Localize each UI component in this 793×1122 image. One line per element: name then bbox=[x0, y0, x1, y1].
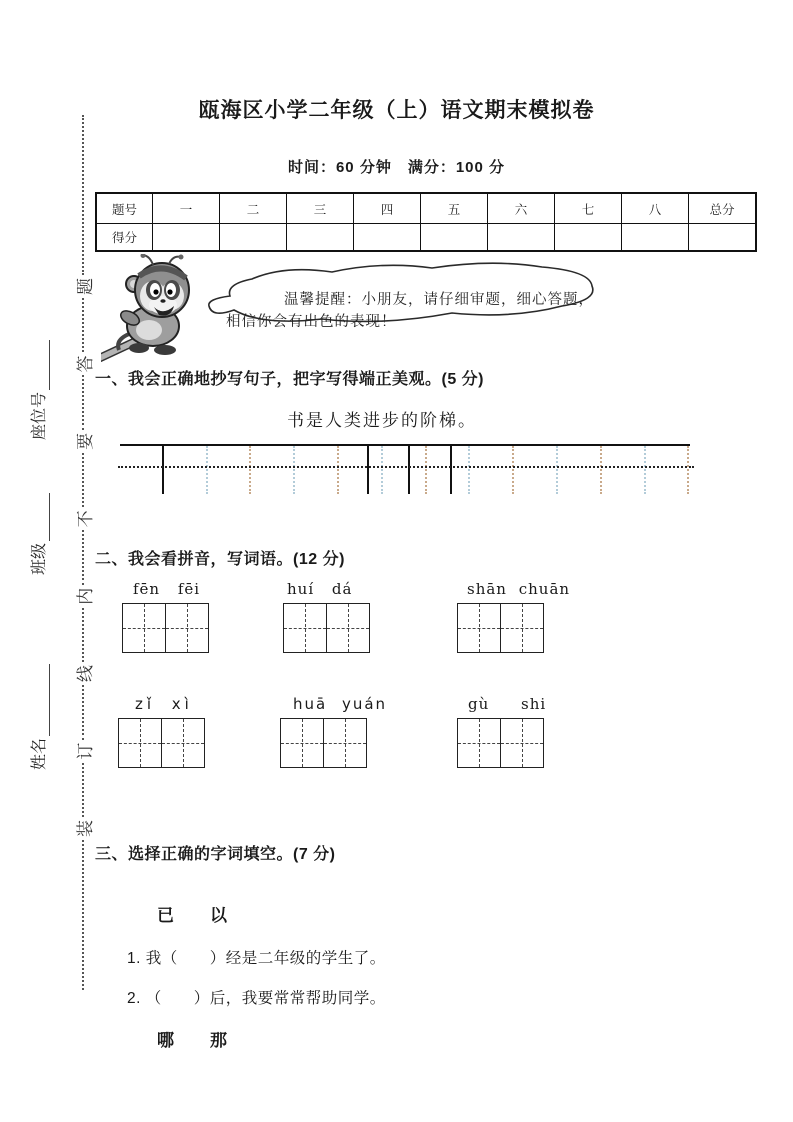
question-number-cell: 总分 bbox=[689, 193, 757, 224]
name-label: 姓名 bbox=[31, 737, 48, 770]
binding-char: 要 bbox=[75, 432, 95, 450]
pinyin-word-group bbox=[122, 580, 209, 657]
question-number-cell: 七 bbox=[555, 193, 622, 224]
word-choice-pair-2 bbox=[157, 1026, 227, 1051]
binding-char: 不 bbox=[75, 510, 95, 528]
score-label-cell: 得分 bbox=[96, 224, 153, 252]
pinyin-label: zǐ xì bbox=[135, 695, 193, 713]
question-number-cell: 三 bbox=[287, 193, 354, 224]
question-number-cell: 一 bbox=[153, 193, 220, 224]
seat-number-field bbox=[30, 340, 50, 440]
reminder-text-line2: 相信你会有出色的表现！ bbox=[226, 314, 397, 330]
tianzige-box bbox=[457, 603, 544, 653]
question-1: 1. 我（ ）经是二年级的学生了。 bbox=[127, 950, 386, 967]
question-number-cell: 二 bbox=[220, 193, 287, 224]
question-2: 2. （ ）后，我要常常帮助同学。 bbox=[127, 990, 386, 1007]
pinyin-label: huā yuán bbox=[293, 695, 388, 713]
score-blank-cell bbox=[555, 224, 622, 252]
section-three-heading: 三、选择正确的字词填空。(7 分) bbox=[95, 846, 336, 863]
word-choice-pair-1 bbox=[157, 901, 227, 926]
question-number-cell: 八 bbox=[622, 193, 689, 224]
binding-char: 答 bbox=[75, 355, 95, 373]
score-blank-cell bbox=[622, 224, 689, 252]
pinyin-word-group bbox=[457, 695, 546, 772]
writing-strip-guidelines bbox=[120, 446, 690, 494]
copy-sentence: 书是人类进步的阶梯。 bbox=[287, 411, 477, 431]
pinyin-label: fēn fēi bbox=[133, 580, 201, 598]
writing-strip bbox=[120, 444, 690, 494]
section-one-heading: 一、我会正确地抄写句子，把字写得端正美观。(5 分) bbox=[95, 371, 485, 388]
score-table bbox=[95, 192, 757, 252]
pinyin-label: gù shi bbox=[468, 695, 547, 713]
binding-char: 线 bbox=[75, 665, 95, 683]
score-blank-cell bbox=[488, 224, 555, 252]
page-title: 瓯海区小学二年级（上）语文期末模拟卷 bbox=[198, 99, 595, 122]
pinyin-label: huí dá bbox=[287, 580, 353, 598]
score-table-score-row bbox=[96, 224, 756, 252]
pinyin-word-group bbox=[457, 580, 570, 657]
question-number-cell: 五 bbox=[421, 193, 488, 224]
pinyin-word-group bbox=[280, 695, 387, 772]
score-blank-cell bbox=[287, 224, 354, 252]
binding-char: 订 bbox=[75, 742, 95, 760]
pinyin-word-group bbox=[283, 580, 370, 657]
tianzige-box bbox=[122, 603, 209, 653]
choice-word: 哪 bbox=[157, 1031, 174, 1050]
class-field bbox=[30, 493, 50, 575]
class-label: 班级 bbox=[31, 542, 48, 575]
question-number-cell: 六 bbox=[488, 193, 555, 224]
choice-word: 那 bbox=[210, 1031, 227, 1050]
choice-word: 以 bbox=[210, 906, 227, 925]
exam-meta: 时间：60 分钟 满分：100 分 bbox=[287, 159, 506, 176]
tianzige-box bbox=[283, 603, 370, 653]
class-blank bbox=[33, 493, 50, 541]
speech-bubble bbox=[200, 256, 610, 346]
score-blank-cell bbox=[153, 224, 220, 252]
binding-char: 内 bbox=[75, 587, 95, 605]
score-blank-cell bbox=[689, 224, 757, 252]
section-two-heading: 二、我会看拼音，写词语。(12 分) bbox=[95, 551, 345, 568]
tianzige-box bbox=[457, 718, 544, 768]
choice-word: 已 bbox=[157, 906, 174, 925]
tianzige-box bbox=[118, 718, 205, 768]
reminder-text-line1: 温馨提醒：小朋友，请仔细审题，细心答题， bbox=[284, 292, 594, 308]
question-number-cell: 四 bbox=[354, 193, 421, 224]
binding-char: 装 bbox=[75, 820, 95, 837]
pinyin-word-group bbox=[118, 695, 205, 772]
binding-line bbox=[73, 115, 93, 990]
score-table-corner-cell: 题号 bbox=[96, 193, 153, 224]
score-blank-cell bbox=[220, 224, 287, 252]
score-blank-cell bbox=[354, 224, 421, 252]
name-blank bbox=[33, 664, 50, 736]
monkey-mascot-image bbox=[101, 254, 213, 367]
pinyin-label: shān chuān bbox=[467, 580, 571, 598]
score-table-header-row bbox=[96, 193, 756, 224]
name-field bbox=[30, 664, 50, 770]
binding-char: 题 bbox=[75, 278, 95, 296]
seat-number-blank bbox=[33, 340, 50, 390]
score-blank-cell bbox=[421, 224, 488, 252]
seat-number-label: 座位号 bbox=[31, 391, 48, 440]
tianzige-box bbox=[280, 718, 367, 768]
